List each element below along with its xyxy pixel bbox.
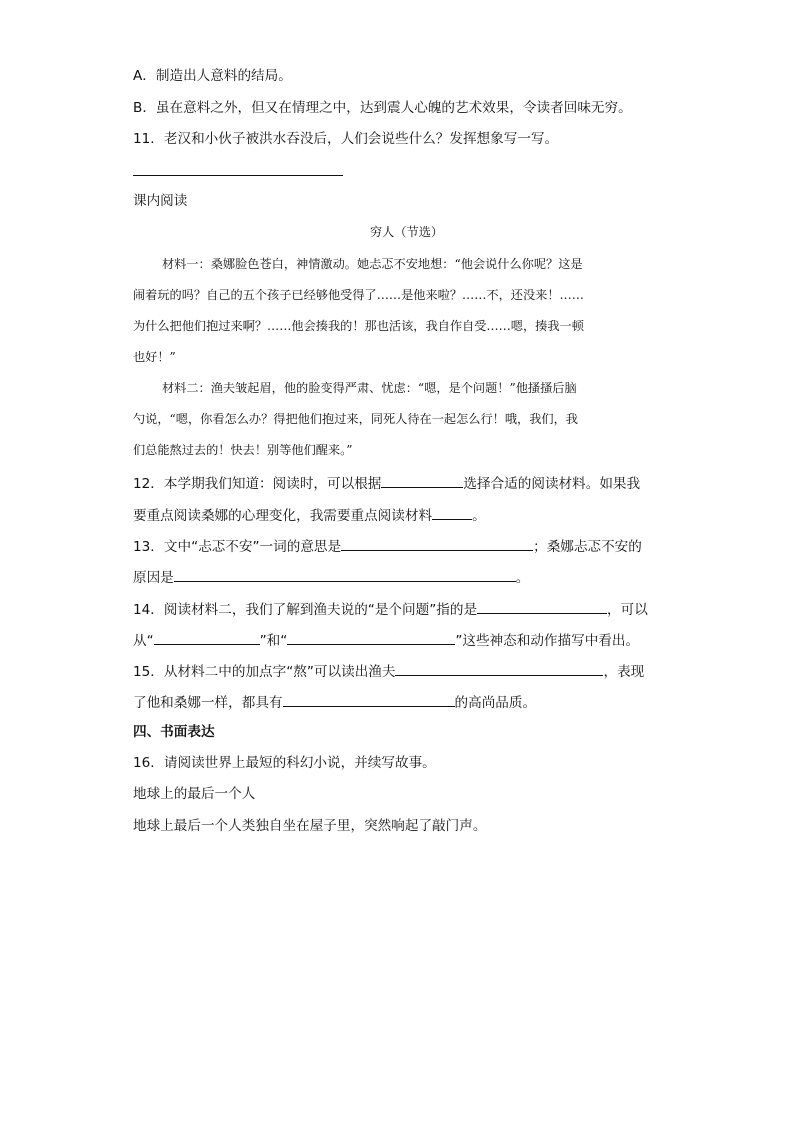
q12-text-b: 选择合适的阅读材料。如果我 (463, 476, 641, 492)
q14-text-a: 14．阅读材料二，我们了解到渔夫说的“是个问题”指的是 (133, 602, 478, 618)
passage-title: 穷人（节选） (370, 225, 444, 239)
q15-blank-1[interactable] (395, 660, 603, 676)
question-16: 16．请阅读世界上最短的科幻小说，并续写故事。 (133, 755, 436, 771)
section-heading-in-class-reading: 课内阅读 (133, 193, 188, 209)
story-title: 地球上的最后一个人 (133, 786, 256, 802)
material-1-line-4: 也好！” (133, 350, 176, 364)
q15-text-a: 15．从材料二中的加点字“熬”可以读出渔夫 (133, 664, 396, 680)
question-13-line-2 (133, 566, 529, 588)
q12-text-a: 12．本学期我们知道：阅读时，可以根据 (133, 476, 382, 492)
q14-blank-3[interactable] (287, 629, 455, 645)
question-12-line-2 (133, 504, 486, 526)
material-2-line-2: 勺说，“嗯，你看怎么办？得把他们抱过来，同死人待在一起怎么行！哦，我们，我 (133, 412, 578, 426)
q12-text-c: 要重点阅读桑娜的心理变化，我需要重点阅读材料 (133, 508, 433, 524)
option-b: B．虽在意料之外，但又在情理之中，达到震人心魄的艺术效果，令读者回味无穷。 (133, 100, 632, 116)
material-1-line-1: 材料一：桑娜脸色苍白，神情激动。她忐忑不安地想：“他会说什么你呢？这是 (162, 257, 583, 271)
question-11: 11．老汉和小伙子被洪水吞没后，人们会说些什么？发挥想象写一写。 (133, 131, 559, 147)
q12-blank-2[interactable] (432, 504, 472, 520)
q14-blank-2[interactable] (154, 629, 260, 645)
q13-blank-1[interactable] (341, 535, 533, 551)
answer-line-q11[interactable] (133, 175, 343, 176)
question-14-line-2 (133, 629, 639, 651)
q15-text-c: 了他和桑娜一样，都具有 (133, 695, 283, 711)
q14-text-c: 从“ (133, 633, 154, 649)
material-2-line-3: 们总能熬过去的！快去！别等他们醒来。” (133, 443, 353, 457)
question-13-line-1 (133, 535, 642, 557)
material-1-line-2: 闹着玩的吗？自己的五个孩子已经够他受得了……是他来啦？……不，还没来！…… (133, 288, 584, 302)
q15-text-b: ，表现 (603, 664, 645, 680)
q13-text-d: 。 (515, 570, 530, 586)
q14-blank-1[interactable] (477, 598, 607, 614)
q14-text-d: ”和“ (259, 633, 288, 649)
question-14-line-1 (133, 598, 648, 620)
q13-blank-2[interactable] (174, 566, 516, 582)
option-a: A．制造出人意料的结局。 (133, 68, 292, 84)
q12-blank-1[interactable] (381, 472, 463, 488)
question-12-line-1 (133, 472, 640, 494)
material-1-line-3: 为什么把他们抱过来啊？……他会揍我的！那也活该，我自作自受……嗯，揍我一顿 (133, 319, 584, 333)
q14-text-b: ，可以 (607, 602, 648, 618)
q13-text-b: ；桑娜忐忑不安的 (533, 539, 642, 555)
question-15-line-2 (133, 691, 536, 713)
section-heading-written-expression: 四、书面表达 (133, 724, 215, 740)
q15-text-d: 的高尚品质。 (454, 695, 537, 711)
q13-text-a: 13．文中“忐忑不安”一词的意思是 (133, 539, 342, 555)
q15-blank-2[interactable] (283, 691, 455, 707)
question-15-line-1 (133, 660, 644, 682)
q14-text-e: ”这些神态和动作描写中看出。 (455, 633, 640, 649)
story-text: 地球上最后一个人类独自坐在屋子里，突然响起了敲门声。 (133, 818, 487, 834)
material-2-line-1: 材料二：渔夫皱起眉，他的脸变得严肃、忧虑：“嗯，是个问题！”他搔搔后脑 (162, 381, 577, 395)
q12-text-d: 。 (472, 508, 486, 524)
q13-text-c: 原因是 (133, 570, 174, 586)
